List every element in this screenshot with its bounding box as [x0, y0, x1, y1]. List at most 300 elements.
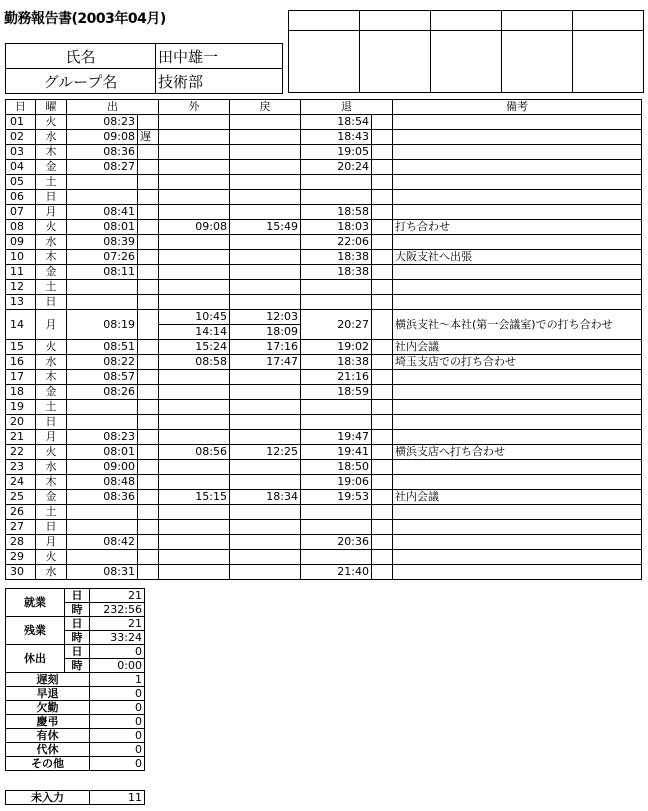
- summary-table: [5, 588, 145, 771]
- note-cell: [393, 550, 642, 565]
- attendance-row: [6, 310, 642, 325]
- clock-in-cell: [67, 175, 138, 190]
- weekday-cell: 火: [36, 220, 67, 235]
- clock-out-cell: [301, 280, 372, 295]
- return-cell: [230, 280, 301, 295]
- go-out-cell: 08:56: [159, 445, 230, 460]
- clock-out-mark-cell: [372, 535, 393, 550]
- attendance-row: [6, 415, 642, 430]
- late-mark-cell: [138, 415, 159, 430]
- clock-out-cell: [301, 505, 372, 520]
- return-cell: [230, 190, 301, 205]
- go-out-cell: [159, 295, 230, 310]
- holiday-days-value: 0: [90, 645, 145, 659]
- go-out-cell: [159, 565, 230, 580]
- go-out-cell: [159, 430, 230, 445]
- stamp-box-1: [289, 31, 360, 93]
- late-mark-cell: [138, 340, 159, 355]
- weekday-cell: 火: [36, 340, 67, 355]
- return-cell: [230, 520, 301, 535]
- weekday-cell: 月: [36, 310, 67, 340]
- go-out-cell: 15:24: [159, 340, 230, 355]
- weekday-cell: 水: [36, 355, 67, 370]
- day-cell: 22: [6, 445, 36, 460]
- clock-in-cell: 08:26: [67, 385, 138, 400]
- weekday-cell: 金: [36, 265, 67, 280]
- stamp-box-4: [502, 31, 573, 93]
- day-cell: 11: [6, 265, 36, 280]
- return-cell: [230, 250, 301, 265]
- stamp-box-3: [431, 31, 502, 93]
- late-mark-cell: [138, 565, 159, 580]
- clock-in-cell: 08:23: [67, 115, 138, 130]
- go-out-cell: 15:15: [159, 490, 230, 505]
- attendance-table: [5, 99, 642, 580]
- note-cell: [393, 370, 642, 385]
- return-cell: [230, 385, 301, 400]
- day-cell: 06: [6, 190, 36, 205]
- note-cell: [393, 265, 642, 280]
- clock-out-cell: 18:03: [301, 220, 372, 235]
- col-note: 備考: [393, 100, 642, 115]
- clock-out-mark-cell: [372, 520, 393, 535]
- other-value: 0: [90, 757, 145, 771]
- late-label: 遅刻: [6, 673, 90, 687]
- note-cell: [393, 115, 642, 130]
- clock-out-cell: 19:41: [301, 445, 372, 460]
- attendance-row: [6, 535, 642, 550]
- clock-out-cell: 18:38: [301, 265, 372, 280]
- weekday-cell: 水: [36, 565, 67, 580]
- note-cell: 横浜支店へ打ち合わせ: [393, 445, 642, 460]
- clock-in-cell: [67, 400, 138, 415]
- attendance-row: [6, 460, 642, 475]
- weekday-cell: 火: [36, 445, 67, 460]
- return-cell: [230, 370, 301, 385]
- clock-in-cell: 08:11: [67, 265, 138, 280]
- return-cell: 15:49: [230, 220, 301, 235]
- late-mark-cell: [138, 235, 159, 250]
- note-cell: [393, 565, 642, 580]
- col-weekday: 曜: [36, 100, 67, 115]
- attendance-row: [6, 295, 642, 310]
- clock-out-cell: 20:24: [301, 160, 372, 175]
- day-cell: 01: [6, 115, 36, 130]
- clock-out-mark-cell: [372, 460, 393, 475]
- weekday-cell: 水: [36, 130, 67, 145]
- day-cell: 04: [6, 160, 36, 175]
- other-label: その他: [6, 757, 90, 771]
- return-cell: 18:34: [230, 490, 301, 505]
- go-out-cell: [159, 205, 230, 220]
- return-cell: [230, 475, 301, 490]
- clock-out-mark-cell: [372, 565, 393, 580]
- late-mark-cell: [138, 550, 159, 565]
- clock-out-cell: 18:59: [301, 385, 372, 400]
- go-out-cell: [159, 280, 230, 295]
- clock-out-cell: 18:38: [301, 355, 372, 370]
- group-label: グループ名: [6, 69, 156, 94]
- day-cell: 16: [6, 355, 36, 370]
- work-days-unit: 日: [65, 589, 90, 603]
- attendance-row: [6, 220, 642, 235]
- clock-in-cell: 08:01: [67, 445, 138, 460]
- day-cell: 26: [6, 505, 36, 520]
- return-cell: [230, 235, 301, 250]
- col-back: 戻: [230, 100, 301, 115]
- stamp-header-3: [431, 11, 502, 31]
- return-cell: 18:09: [230, 325, 301, 340]
- go-out-cell: [159, 550, 230, 565]
- clock-out-cell: 21:40: [301, 565, 372, 580]
- day-cell: 17: [6, 370, 36, 385]
- return-cell: [230, 550, 301, 565]
- clock-out-cell: 18:38: [301, 250, 372, 265]
- weekday-cell: 月: [36, 430, 67, 445]
- note-cell: [393, 145, 642, 160]
- go-out-cell: 09:08: [159, 220, 230, 235]
- go-out-cell: [159, 265, 230, 280]
- go-out-cell: [159, 475, 230, 490]
- stamp-header-4: [502, 11, 573, 31]
- return-cell: 12:03: [230, 310, 301, 325]
- clock-in-cell: 08:19: [67, 310, 138, 340]
- clock-out-mark-cell: [372, 385, 393, 400]
- weekday-cell: 土: [36, 280, 67, 295]
- clock-out-cell: [301, 190, 372, 205]
- attendance-row: [6, 445, 642, 460]
- day-cell: 10: [6, 250, 36, 265]
- day-cell: 30: [6, 565, 36, 580]
- clock-out-mark-cell: [372, 115, 393, 130]
- go-out-cell: [159, 535, 230, 550]
- clock-in-cell: [67, 295, 138, 310]
- day-cell: 21: [6, 430, 36, 445]
- weekday-cell: 水: [36, 235, 67, 250]
- work-hours-unit: 時: [65, 603, 90, 617]
- day-cell: 02: [6, 130, 36, 145]
- approval-stamp-boxes: [288, 10, 644, 93]
- late-mark-cell: [138, 520, 159, 535]
- weekday-cell: 木: [36, 370, 67, 385]
- clock-in-cell: 09:00: [67, 460, 138, 475]
- weekday-cell: 火: [36, 115, 67, 130]
- clock-in-cell: 08:36: [67, 490, 138, 505]
- weekday-cell: 土: [36, 175, 67, 190]
- late-mark-cell: [138, 370, 159, 385]
- holiday-hours-value: 0:00: [90, 659, 145, 673]
- attendance-row: [6, 115, 642, 130]
- return-cell: [230, 175, 301, 190]
- weekday-cell: 火: [36, 550, 67, 565]
- day-cell: 20: [6, 415, 36, 430]
- clock-in-cell: 08:51: [67, 340, 138, 355]
- return-cell: [230, 130, 301, 145]
- clock-out-cell: [301, 400, 372, 415]
- attendance-row: [6, 475, 642, 490]
- substitute-holiday-label: 代休: [6, 743, 90, 757]
- clock-in-cell: 08:22: [67, 355, 138, 370]
- unentered-value: 11: [90, 791, 145, 805]
- attendance-row: [6, 250, 642, 265]
- attendance-row: [6, 175, 642, 190]
- late-mark-cell: [138, 175, 159, 190]
- go-out-cell: [159, 520, 230, 535]
- go-out-cell: [159, 175, 230, 190]
- clock-in-cell: 08:27: [67, 160, 138, 175]
- clock-out-mark-cell: [372, 400, 393, 415]
- clock-out-cell: 18:43: [301, 130, 372, 145]
- clock-out-cell: 18:54: [301, 115, 372, 130]
- note-cell: [393, 535, 642, 550]
- overtime-days-value: 21: [90, 617, 145, 631]
- late-mark-cell: [138, 205, 159, 220]
- attendance-row: [6, 190, 642, 205]
- late-mark-cell: [138, 475, 159, 490]
- go-out-cell: [159, 370, 230, 385]
- late-mark-cell: 遅: [138, 130, 159, 145]
- day-cell: 14: [6, 310, 36, 340]
- attendance-row: [6, 385, 642, 400]
- attendance-row: [6, 355, 642, 370]
- bereavement-value: 0: [90, 715, 145, 729]
- day-cell: 23: [6, 460, 36, 475]
- clock-in-cell: [67, 190, 138, 205]
- stamp-header-5: [573, 11, 644, 31]
- return-cell: [230, 115, 301, 130]
- early-leave-value: 0: [90, 687, 145, 701]
- col-day: 日: [6, 100, 36, 115]
- late-mark-cell: [138, 355, 159, 370]
- note-cell: [393, 235, 642, 250]
- weekday-cell: 木: [36, 250, 67, 265]
- absence-value: 0: [90, 701, 145, 715]
- note-cell: 社内会議: [393, 490, 642, 505]
- clock-out-cell: [301, 550, 372, 565]
- clock-out-cell: 18:58: [301, 205, 372, 220]
- unentered-label: 未入力: [6, 791, 90, 805]
- clock-in-cell: [67, 280, 138, 295]
- return-cell: [230, 295, 301, 310]
- clock-out-mark-cell: [372, 475, 393, 490]
- note-cell: [393, 415, 642, 430]
- go-out-cell: [159, 160, 230, 175]
- weekday-cell: 日: [36, 415, 67, 430]
- go-out-cell: 08:58: [159, 355, 230, 370]
- note-cell: 社内会議: [393, 340, 642, 355]
- clock-in-cell: 08:41: [67, 205, 138, 220]
- return-cell: [230, 505, 301, 520]
- holiday-work-label: 休出: [6, 645, 65, 673]
- clock-out-mark-cell: [372, 550, 393, 565]
- weekday-cell: 日: [36, 520, 67, 535]
- attendance-row: [6, 520, 642, 535]
- clock-in-cell: 08:01: [67, 220, 138, 235]
- weekday-cell: 日: [36, 295, 67, 310]
- go-out-cell: [159, 415, 230, 430]
- work-days-value: 21: [90, 589, 145, 603]
- late-mark-cell: [138, 400, 159, 415]
- go-out-cell: [159, 115, 230, 130]
- late-mark-cell: [138, 295, 159, 310]
- return-cell: [230, 265, 301, 280]
- note-cell: [393, 295, 642, 310]
- late-mark-cell: [138, 145, 159, 160]
- clock-in-cell: [67, 415, 138, 430]
- work-label: 就業: [6, 589, 65, 617]
- clock-out-mark-cell: [372, 130, 393, 145]
- clock-out-cell: [301, 415, 372, 430]
- weekday-cell: 月: [36, 535, 67, 550]
- attendance-row: [6, 505, 642, 520]
- note-cell: [393, 280, 642, 295]
- clock-out-cell: 22:06: [301, 235, 372, 250]
- clock-in-cell: 07:26: [67, 250, 138, 265]
- paid-leave-value: 0: [90, 729, 145, 743]
- clock-out-mark-cell: [372, 160, 393, 175]
- note-cell: [393, 430, 642, 445]
- stamp-box-5: [573, 31, 644, 93]
- bereavement-label: 慶弔: [6, 715, 90, 729]
- day-cell: 29: [6, 550, 36, 565]
- go-out-cell: [159, 250, 230, 265]
- clock-out-cell: 20:36: [301, 535, 372, 550]
- clock-out-cell: 19:53: [301, 490, 372, 505]
- return-cell: [230, 430, 301, 445]
- go-out-cell: [159, 145, 230, 160]
- weekday-cell: 土: [36, 505, 67, 520]
- clock-out-mark-cell: [372, 505, 393, 520]
- clock-in-cell: 08:36: [67, 145, 138, 160]
- note-cell: [393, 475, 642, 490]
- overtime-label: 残業: [6, 617, 65, 645]
- clock-in-cell: 08:31: [67, 565, 138, 580]
- note-cell: [393, 400, 642, 415]
- weekday-cell: 木: [36, 475, 67, 490]
- col-out: 外: [159, 100, 230, 115]
- clock-out-mark-cell: [372, 340, 393, 355]
- return-cell: [230, 535, 301, 550]
- late-mark-cell: [138, 310, 159, 340]
- go-out-cell: 14:14: [159, 325, 230, 340]
- late-mark-cell: [138, 535, 159, 550]
- weekday-cell: 日: [36, 190, 67, 205]
- weekday-cell: 金: [36, 490, 67, 505]
- clock-out-mark-cell: [372, 250, 393, 265]
- day-cell: 03: [6, 145, 36, 160]
- day-cell: 18: [6, 385, 36, 400]
- day-cell: 09: [6, 235, 36, 250]
- day-cell: 05: [6, 175, 36, 190]
- go-out-cell: [159, 460, 230, 475]
- late-mark-cell: [138, 280, 159, 295]
- go-out-cell: [159, 130, 230, 145]
- day-cell: 19: [6, 400, 36, 415]
- clock-out-mark-cell: [372, 145, 393, 160]
- col-in: 出: [67, 100, 159, 115]
- note-cell: [393, 505, 642, 520]
- clock-out-cell: 19:02: [301, 340, 372, 355]
- go-out-cell: [159, 385, 230, 400]
- clock-in-cell: 08:23: [67, 430, 138, 445]
- weekday-cell: 木: [36, 145, 67, 160]
- return-cell: [230, 400, 301, 415]
- clock-out-mark-cell: [372, 310, 393, 340]
- late-mark-cell: [138, 265, 159, 280]
- work-hours-value: 232:56: [90, 603, 145, 617]
- late-mark-cell: [138, 385, 159, 400]
- attendance-row: [6, 145, 642, 160]
- go-out-cell: [159, 235, 230, 250]
- late-value: 1: [90, 673, 145, 687]
- clock-out-cell: 19:47: [301, 430, 372, 445]
- stamp-box-2: [360, 31, 431, 93]
- attendance-row: [6, 490, 642, 505]
- attendance-row: [6, 265, 642, 280]
- go-out-cell: [159, 190, 230, 205]
- clock-in-cell: [67, 505, 138, 520]
- day-cell: 12: [6, 280, 36, 295]
- late-mark-cell: [138, 490, 159, 505]
- employee-info: [5, 43, 283, 94]
- day-cell: 07: [6, 205, 36, 220]
- attendance-row: [6, 550, 642, 565]
- clock-out-mark-cell: [372, 490, 393, 505]
- late-mark-cell: [138, 445, 159, 460]
- attendance-row: [6, 130, 642, 145]
- attendance-row: [6, 280, 642, 295]
- overtime-days-unit: 日: [65, 617, 90, 631]
- day-cell: 15: [6, 340, 36, 355]
- return-cell: [230, 565, 301, 580]
- day-cell: 08: [6, 220, 36, 235]
- clock-in-cell: 08:48: [67, 475, 138, 490]
- holiday-hours-unit: 時: [65, 659, 90, 673]
- group-value: 技術部: [156, 69, 283, 94]
- attendance-row: [6, 430, 642, 445]
- late-mark-cell: [138, 160, 159, 175]
- clock-out-mark-cell: [372, 190, 393, 205]
- clock-in-cell: [67, 520, 138, 535]
- clock-out-cell: [301, 520, 372, 535]
- clock-out-mark-cell: [372, 205, 393, 220]
- attendance-row: [6, 160, 642, 175]
- return-cell: [230, 205, 301, 220]
- absence-label: 欠勤: [6, 701, 90, 715]
- note-cell: [393, 520, 642, 535]
- return-cell: 17:47: [230, 355, 301, 370]
- note-cell: [393, 385, 642, 400]
- return-cell: [230, 145, 301, 160]
- clock-out-cell: 20:27: [301, 310, 372, 340]
- note-cell: [393, 175, 642, 190]
- overtime-hours-unit: 時: [65, 631, 90, 645]
- day-cell: 24: [6, 475, 36, 490]
- note-cell: [393, 130, 642, 145]
- note-cell: 横浜支社～本社(第一会議室)での打ち合わせ: [393, 310, 642, 340]
- weekday-cell: 土: [36, 400, 67, 415]
- clock-out-mark-cell: [372, 280, 393, 295]
- paid-leave-label: 有休: [6, 729, 90, 743]
- note-cell: 埼玉支店での打ち合わせ: [393, 355, 642, 370]
- attendance-header-row: [6, 100, 642, 115]
- day-cell: 27: [6, 520, 36, 535]
- day-cell: 25: [6, 490, 36, 505]
- late-mark-cell: [138, 220, 159, 235]
- clock-out-mark-cell: [372, 355, 393, 370]
- substitute-holiday-value: 0: [90, 743, 145, 757]
- clock-out-mark-cell: [372, 295, 393, 310]
